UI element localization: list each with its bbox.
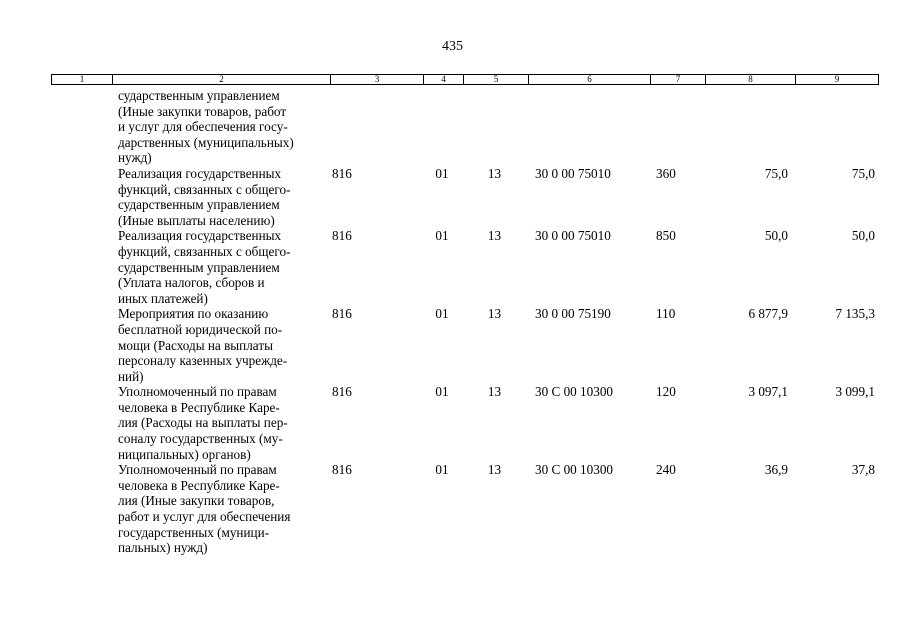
row-number-cell xyxy=(51,88,111,166)
expense-type-cell xyxy=(649,88,704,166)
description-line: сударственным управлением xyxy=(118,88,280,103)
description-line: Уполномоченный по правам xyxy=(118,462,277,478)
ministry-code-cell: 816 xyxy=(332,306,352,322)
target-article-cell: 30 С 00 10300 xyxy=(535,462,614,478)
ministry-code-cell: 816 xyxy=(332,384,352,400)
row-number-cell xyxy=(51,306,111,384)
table-row xyxy=(51,306,879,384)
column-header-4: 4 xyxy=(423,75,463,84)
column-header-3: 3 xyxy=(330,75,423,84)
description-line: ний) xyxy=(118,368,144,384)
section-code-cell: 01 xyxy=(435,462,449,478)
description-line: и услуг для обеспечения госу- xyxy=(118,119,288,135)
description-line: мощи (Расходы на выплаты xyxy=(118,337,273,353)
section-code-cell: 01 xyxy=(435,228,449,244)
table-row xyxy=(51,88,879,166)
column-header-8: 8 xyxy=(705,75,795,84)
description-cell xyxy=(111,462,329,556)
amount-year2-cell xyxy=(794,88,879,166)
description-line: Реализация государственных xyxy=(118,165,282,181)
section-code-cell: 01 xyxy=(435,306,449,322)
description-line: функций, связанных с общего- xyxy=(118,181,291,197)
column-header-5: 5 xyxy=(463,75,528,84)
description-line: сударственным управлением xyxy=(118,197,280,213)
table-row xyxy=(51,384,879,462)
table-row xyxy=(51,166,879,228)
amount-year1-cell: 50,0 xyxy=(764,228,788,244)
description-line: государственных (муници- xyxy=(118,524,270,540)
description-line: лия (Иные закупки товаров, xyxy=(118,493,275,509)
subsection-code-cell: 13 xyxy=(487,384,502,400)
section-code-cell: 01 xyxy=(435,165,449,181)
column-header-2: 2 xyxy=(112,75,330,84)
row-number-cell xyxy=(51,166,111,228)
description-line: бесплатной юридической по- xyxy=(118,321,283,337)
description-line: лия (Расходы на выплаты пер- xyxy=(118,415,288,431)
table-row xyxy=(51,462,879,556)
amount-year2-cell: 50,0 xyxy=(851,228,875,244)
ministry-code-cell: 816 xyxy=(332,462,352,478)
amount-year1-cell: 75,0 xyxy=(764,165,788,181)
description-line: (Иные закупки товаров, работ xyxy=(118,103,287,119)
description-line: работ и услуг для обеспечения xyxy=(118,509,291,525)
description-cell xyxy=(111,166,329,228)
ministry-code-cell: 816 xyxy=(332,165,352,181)
ministry-code-cell xyxy=(329,88,422,166)
description-cell xyxy=(111,228,329,306)
row-number-cell xyxy=(51,228,111,306)
row-number-cell xyxy=(51,384,111,462)
target-article-cell: 30 0 00 75010 xyxy=(535,165,611,181)
table-row xyxy=(51,228,879,306)
subsection-code-cell: 13 xyxy=(487,165,502,181)
description-cell xyxy=(111,88,329,166)
description-line: Уполномоченный по правам xyxy=(118,384,277,400)
description-line: Реализация государственных xyxy=(118,228,282,244)
amount-year2-cell: 3 099,1 xyxy=(835,384,875,400)
expense-type-cell: 110 xyxy=(656,306,676,322)
description-line: (Уплата налогов, сборов и xyxy=(118,275,265,291)
target-article-cell xyxy=(527,88,649,166)
description-line: дарственных (муниципальных) xyxy=(118,134,294,150)
page-number: 435 xyxy=(442,39,463,54)
column-header-1: 1 xyxy=(79,74,85,84)
description-line: функций, связанных с общего- xyxy=(118,243,291,259)
amount-year1-cell: 6 877,9 xyxy=(748,306,788,322)
expense-type-cell: 850 xyxy=(656,228,676,244)
description-line: персоналу казенных учрежде- xyxy=(118,353,288,369)
description-line: пальных) нужд) xyxy=(118,540,208,556)
subsection-code-cell: 13 xyxy=(487,462,502,478)
amount-year2-cell: 75,0 xyxy=(851,165,875,181)
column-header-7: 7 xyxy=(650,75,705,84)
description-line: нужд) xyxy=(118,150,152,166)
section-code-cell: 01 xyxy=(435,384,449,400)
description-line: иных платежей) xyxy=(118,290,208,306)
expense-type-cell: 240 xyxy=(656,462,676,478)
description-line: человека в Республике Каре- xyxy=(118,477,280,493)
subsection-code-cell xyxy=(462,88,527,166)
ministry-code-cell: 816 xyxy=(332,228,352,244)
subsection-code-cell: 13 xyxy=(487,228,502,244)
description-line: соналу государственных (му- xyxy=(118,431,283,447)
table-column-header-row xyxy=(51,74,879,85)
description-line: человека в Республике Каре- xyxy=(118,399,280,415)
row-number-cell xyxy=(51,462,111,556)
target-article-cell: 30 0 00 75010 xyxy=(535,228,611,244)
description-cell xyxy=(111,384,329,462)
description-line: (Иные выплаты населению) xyxy=(118,212,275,228)
column-header-9: 9 xyxy=(795,75,878,84)
expense-type-cell: 360 xyxy=(656,165,676,181)
amount-year1-cell xyxy=(704,88,794,166)
subsection-code-cell: 13 xyxy=(487,306,502,322)
description-line: Мероприятия по оказанию xyxy=(118,306,269,322)
amount-year2-cell: 7 135,3 xyxy=(835,306,875,322)
expense-type-cell: 120 xyxy=(656,384,676,400)
amount-year1-cell: 3 097,1 xyxy=(748,384,788,400)
target-article-cell: 30 С 00 10300 xyxy=(535,384,614,400)
description-cell xyxy=(111,306,329,384)
column-header-6: 6 xyxy=(528,75,650,84)
budget-table-body xyxy=(51,88,879,556)
amount-year1-cell: 36,9 xyxy=(764,462,788,478)
description-line: ниципальных) органов) xyxy=(118,446,251,462)
target-article-cell: 30 0 00 75190 xyxy=(535,306,611,322)
amount-year2-cell: 37,8 xyxy=(851,462,875,478)
description-line: сударственным управлением xyxy=(118,259,280,275)
section-code-cell xyxy=(422,88,462,166)
